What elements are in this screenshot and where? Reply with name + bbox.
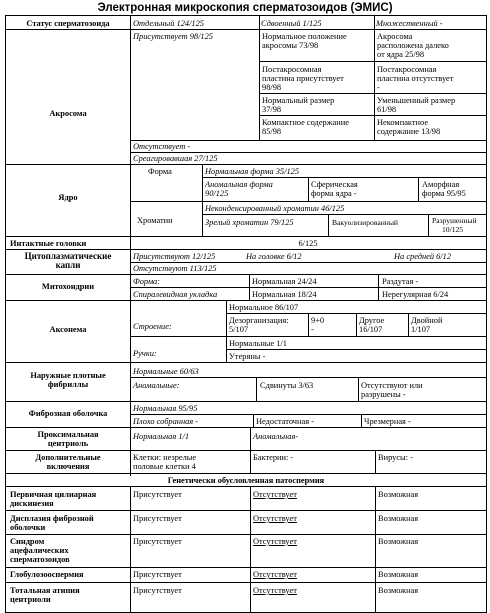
intact-heads-label: Интактные головки [10,239,87,248]
axoneme-handles-lost: Утеряны - [229,352,266,361]
nucleus-vacuolized: Вакуолизированный [332,218,398,227]
nucleus-spherical: Сферическая форма ядра - [311,180,358,199]
nucleus-mature: Зрелый хроматин 79/125 [205,218,294,227]
fibrous-sheath-label: Фиброзная оболочка [28,409,108,418]
mitochondria-normal: Нормальная 24/24 [252,277,317,286]
genetic-label-2: Дисплазия фиброзной оболочки [10,514,94,533]
outer-fibrils-shifted: Сдвинуты 3/63 [260,381,314,390]
nucleus-abnormal-form: Аномальная форма 90/125 [205,180,273,199]
mitochondria-spiral: Спиралевидная укладка [133,290,218,299]
outer-fibrils-normal: Нормальные 60/63 [133,367,199,376]
acrosome-compact: Компактное содержание 85/98 [262,118,349,137]
acrosome-reacted: Среагировавшая 27/125 [133,154,218,163]
fibrous-sheath-insufficient: Недостаточная - [256,417,314,426]
status-multiple: Множественный - [376,19,443,28]
proximal-centriole-normal: Нормальная 1/1 [133,432,190,441]
mitochondria-normal-2: Нормальная 18/24 [252,290,317,299]
outer-fibrils-abnormal: Аномальные: [133,381,180,390]
cytoplasmic-absent: Отсутствуют 113/125 [133,264,217,273]
inclusions-label: Дополнительные включения [35,453,101,472]
status-single: Отдельный 124/125 [133,19,204,28]
nucleus-noncondensed: Неконденсированный хроматин 46/125 [205,204,345,213]
axoneme-double: Двойной 1/107 [411,316,443,335]
status-label: Статус сперматозоида [26,19,110,28]
acrosome-absent: Отсутствует - [133,142,191,151]
nucleus-chromatin-label: Хроматин [137,216,173,225]
acrosome-reduced-size: Уменьшенный размер 61/98 [377,96,456,115]
outer-fibrils-label: Наружные плотные фибриллы [30,371,106,390]
inclusions-cells: Клетки: незрелые половые клетки 4 [133,453,197,472]
cytoplasmic-on-middle: На средней 6/12 [394,252,452,261]
proximal-centriole-label: Проксимальная центриоль [37,430,99,449]
genetic-header: Генетически обусловленная патоспермия [167,476,325,485]
emis-table [5,15,487,613]
nucleus-form-label: Форма [148,167,172,176]
axoneme-nine-zero: 9+0 - [311,316,325,335]
genetic-possible-5: Возможная [378,586,419,595]
document-title: Электронная микроскопия сперматозоидов (ЭМИС) [97,2,393,14]
fibrous-sheath-normal: Нормальная 95/95 [133,404,198,413]
genetic-possible-2: Возможная [378,514,419,523]
cytoplasmic-present: Присутствуют 12/125 [133,252,216,261]
mitochondria-swollen: Раздутая - [382,277,419,286]
mitochondria-shape: Форма: [133,277,161,286]
acrosome-normal-size: Нормальный размер 37/98 [262,96,335,115]
acrosome-noncompact: Некомпактное содержание 13/98 [377,118,441,137]
axoneme-disorganization: Дезорганизация: 5/107 [229,316,289,335]
outer-fibrils-absent: Отсутствуют или разрушены - [361,381,423,400]
genetic-possible-1: Возможная [378,490,419,499]
genetic-present-5: Присутствует [133,586,182,595]
cytoplasmic-on-head: На головке 6/12 [246,252,302,261]
acrosome-normal-position: Нормальное положение акросомы 73/98 [262,32,347,51]
postacrosomal-present: Постакросомная пластина присутствует 98/98 [262,65,344,93]
intact-heads-value: 6/125 [298,239,318,248]
nucleus-amorphous: Аморфная форма 95/95 [422,180,466,199]
axoneme-handles: Ручки: [133,349,157,358]
genetic-present-1: Присутствует [133,490,182,499]
genetic-present-2: Присутствует [133,514,182,523]
acrosome-present: Присутствует 98/125 [133,32,213,41]
axoneme-normal: Нормальное 86/107 [229,303,299,312]
proximal-centriole-abnormal: Аномальная- [253,432,299,441]
genetic-absent-3: Отсутствует [253,537,297,546]
genetic-label-4: Глобулозооспермия [10,570,84,579]
inclusions-viruses: Вирусы: - [378,453,413,462]
mitochondria-label: Митохондрии [41,282,95,291]
inclusions-bacteria: Бактерии: - [253,453,294,462]
genetic-absent-4: Отсутствует [253,570,297,579]
status-double: Сдвоенный 1/125 [261,19,322,28]
genetic-label-1: Первичная цилиарная дискинезия [10,490,97,509]
nucleus-destroyed: Разрушенный 10/125 [432,216,477,235]
nucleus-label: Ядро [58,193,78,202]
axoneme-other: Другое 16/107 [359,316,385,335]
genetic-possible-3: Возможная [378,537,419,546]
acrosome-label: Акросома [49,109,87,118]
genetic-label-5: Тотальная атипия центриоли [10,586,80,605]
genetic-label-3: Синдром ацефалических сперматозоидов [10,537,70,565]
genetic-absent-2: Отсутствует [253,514,297,523]
mitochondria-irregular: Нерегулярная 6/24 [382,290,449,299]
genetic-absent-5: Отсутствует [253,586,297,595]
axoneme-structure: Строение: [133,322,172,331]
genetic-present-3: Присутствует [133,537,182,546]
cytoplasmic-label: Цитоплазматические капли [24,251,112,271]
nucleus-normal-form: Нормальная форма 35/125 [205,167,300,176]
fibrous-sheath-excessive: Чрезмерная - [364,417,411,426]
axoneme-handles-normal: Нормальные 1/1 [229,339,287,348]
axoneme-label: Аксонема [49,325,87,334]
fibrous-sheath-poor: Плохо собранная - [133,417,199,426]
genetic-absent-1: Отсутствует [253,490,297,499]
genetic-possible-4: Возможная [378,570,419,579]
postacrosomal-absent: Постакросомная пластина отсутствует - [377,65,454,93]
genetic-present-4: Присутствует [133,570,182,579]
acrosome-far-from-nucleus: Акросома расположена далеко от ядра 25/98 [377,32,449,60]
